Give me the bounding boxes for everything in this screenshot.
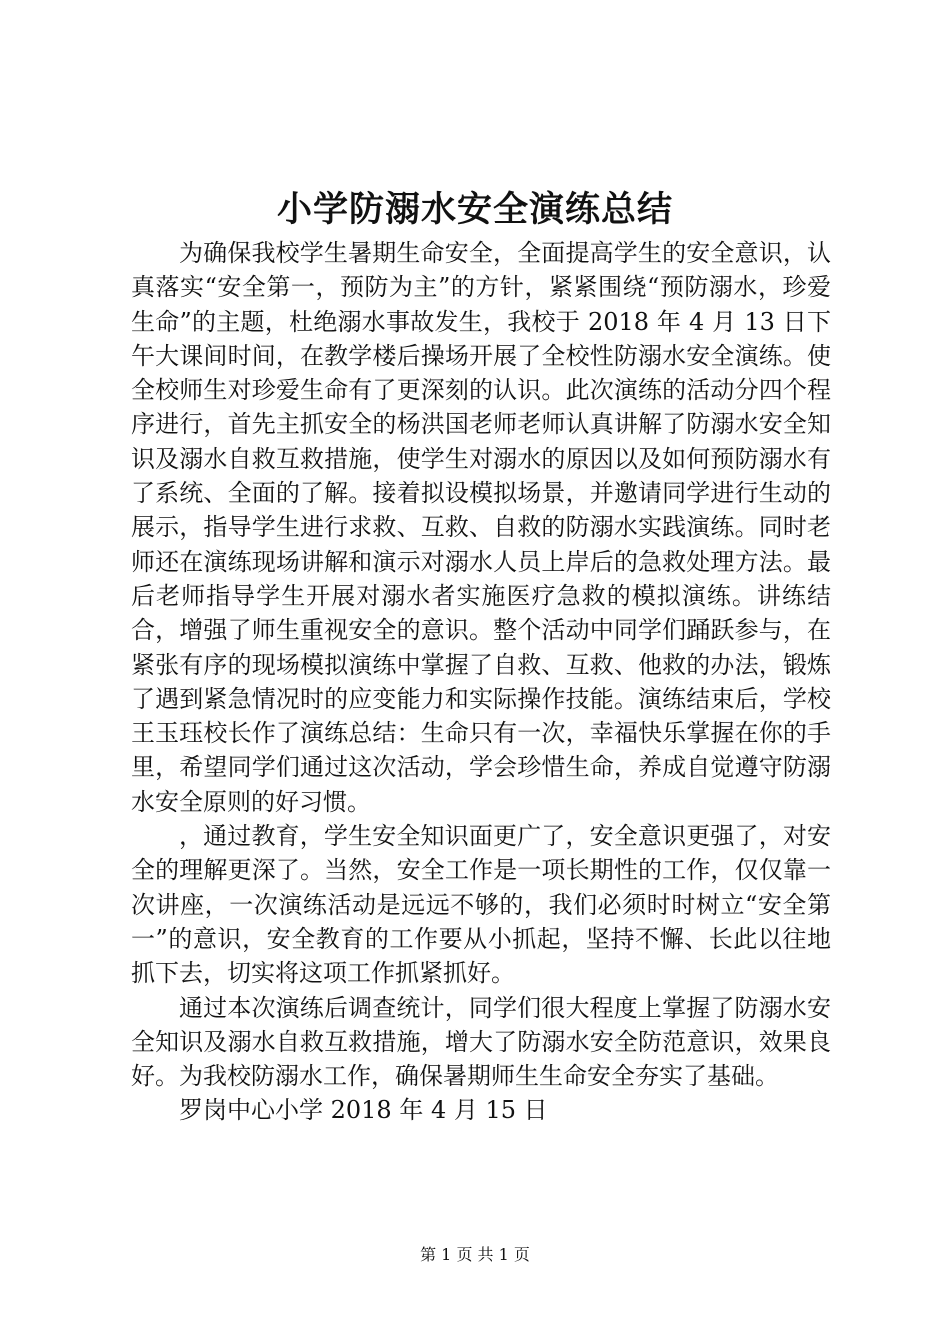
document-title: 小学防溺水安全演练总结 [276, 189, 673, 230]
document-body [131, 236, 831, 1128]
page-footer: 第 1 页 共 1 页 [420, 1245, 530, 1264]
paragraph-2: ，通过教育，学生安全知识面更广了，安全意识更强了，对安全的理解更深了。当然，安全工作是一项长期性的工作，仅仅靠一次讲座，一次演练活动是远远不够的，我们必须时时树立“安全第一”的意识，安全教育的工作要从小抓起，坚持不懈、长此以往地抓下去，切实将这项工作抓紧抓好。 [131, 822, 831, 988]
paragraph-1: 为确保我校学生暑期生命安全，全面提高学生的安全意识，认真落实“安全第一，预防为主”的方针，紧紧围绕“预防溺水，珍爱生命”的主题，杜绝溺水事故发生，我校于 2018 年 4 月 13 日下午大课间时间，在教学楼后操场开展了全校性防溺水安全演练。使全校师生对珍爱生命有了更深刻的认识。此次演练的活动分四个程序进行，首先主抓安全的杨洪国老师老师认真讲解了防溺水安全知识及溺水自救互救措施，使学生对溺水的原因以及如何预防溺水有了系统、全面的了解。接着拟设模拟场景，并邀请同学进行生动的展示，指导学生进行求救、互救、自救的防溺水实践演练。同时老师还在演练现场讲解和演示对溺水人员上岸后的急救处理方法。最后老师指导学生开展对溺水者实施医疗急救的模拟演练。讲练结合，增强了师生重视安全的意识。整个活动中同学们踊跃参与，在紧张有序的现场模拟演练中掌握了自救、互救、他救的办法，锻炼了遇到紧急情况时的应变能力和实际操作技能。演练结束后，学校王玉珏校长作了演练总结：生命只有一次，幸福快乐掌握在你的手里，希望同学们通过这次活动，学会珍惜生命，养成自觉遵守防溺水安全原则的好习惯。 [131, 239, 831, 816]
signature-line: 罗岗中心小学 2018 年 4 月 15 日 [179, 1096, 548, 1125]
paragraph-3: 通过本次演练后调查统计，同学们很大程度上掌握了防溺水安全知识及溺水自救互救措施，增大了防溺水安全防范意识，效果良好。为我校防溺水工作，确保暑期师生生命安全夯实了基础。 [131, 993, 831, 1091]
